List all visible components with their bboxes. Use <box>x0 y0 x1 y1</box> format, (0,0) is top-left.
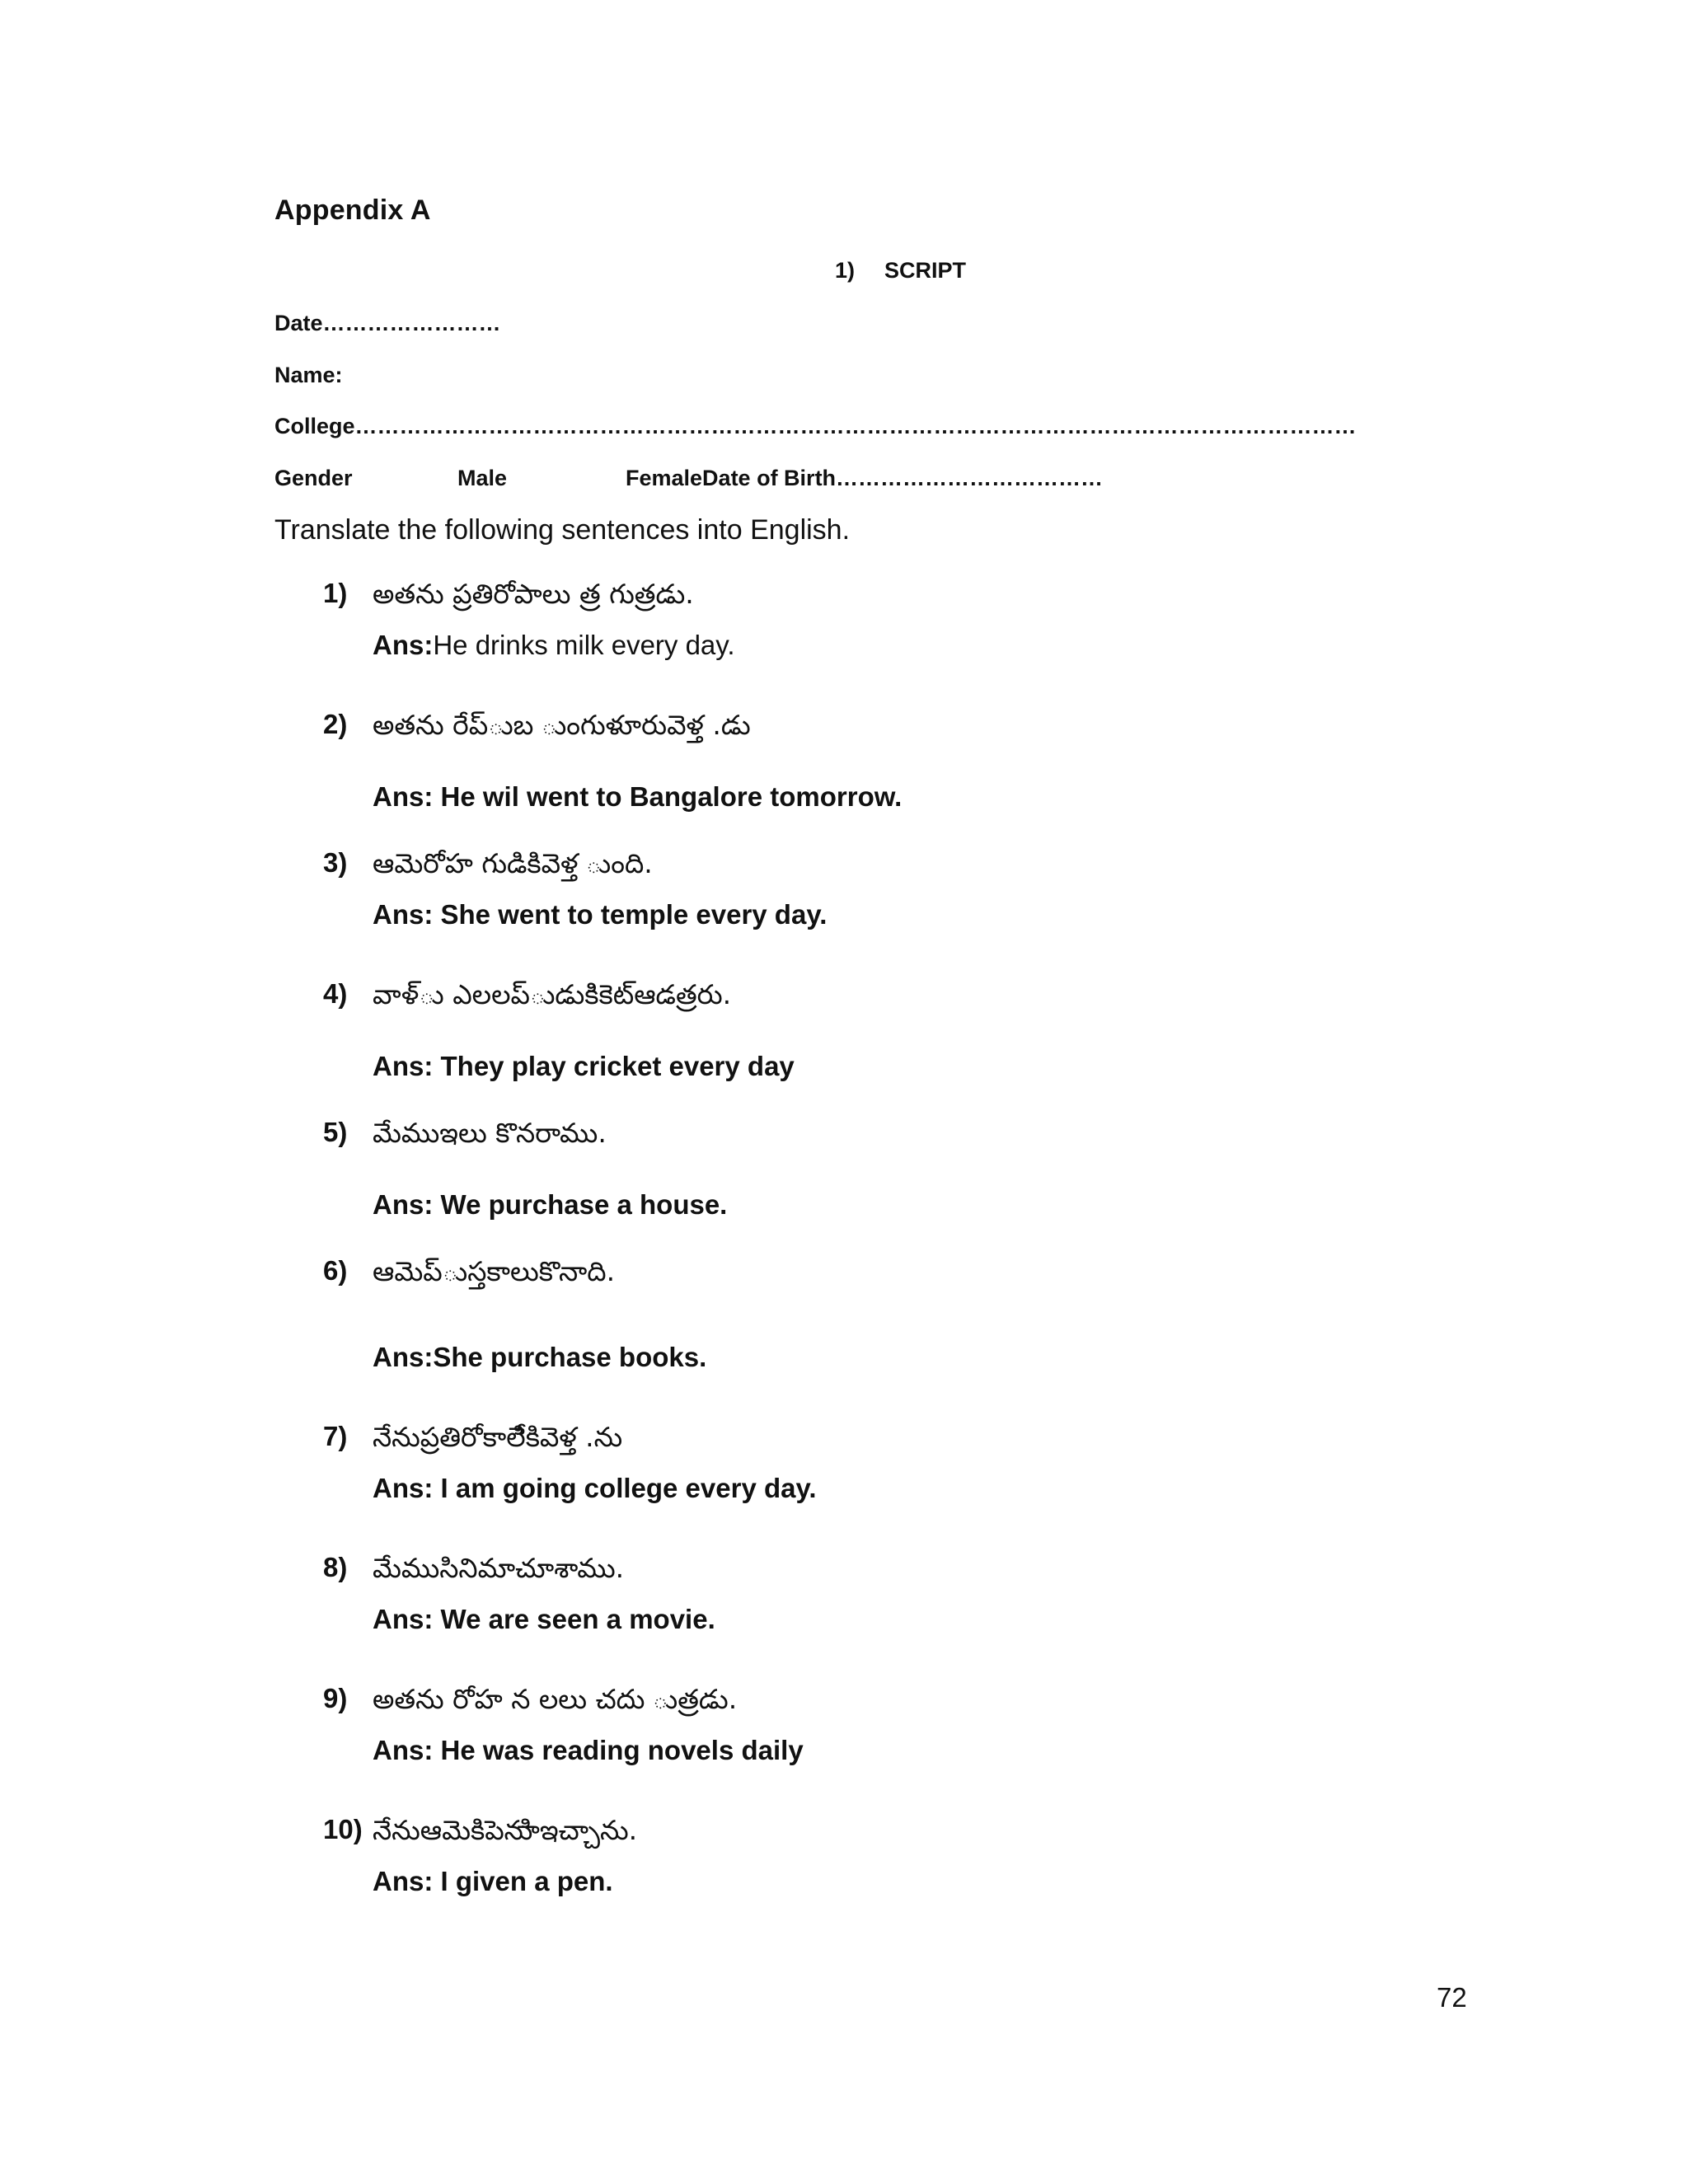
question-answer <box>373 1342 706 1373</box>
question-answer <box>373 899 827 930</box>
question-number: 10) <box>323 1814 363 1844</box>
name-field: Name: <box>274 363 343 387</box>
question-number: 1) <box>323 578 348 608</box>
question-telugu: నేనుఆమెకిపెనుిాఇచ్చాను. <box>373 1814 638 1846</box>
question-number: 9) <box>323 1683 348 1713</box>
answer-label: Ans: <box>373 1866 434 1896</box>
answer-label: Ans: <box>373 1604 434 1634</box>
appendix-heading: Appendix A <box>274 194 431 226</box>
question-telugu: అతను రేప్ుబ ుంగుళూరువెళ్త .డు <box>373 709 751 741</box>
question-answer <box>373 1604 715 1635</box>
question-number: 5) <box>323 1117 348 1147</box>
question-telugu: వాళ్ు ఎలలప్ుడుకిికెట్ఆడత్రరు. <box>373 978 732 1010</box>
answer-text: He was reading novels daily <box>433 1735 804 1765</box>
question-answer <box>373 1189 727 1221</box>
instruction-text: Translate the following sentences into English. <box>274 514 851 546</box>
male-option: Male <box>457 466 508 490</box>
question-number: 4) <box>323 978 348 1009</box>
question-answer <box>373 630 735 661</box>
answer-text: They play cricket every day <box>433 1051 795 1081</box>
script-title-number: 1) <box>835 258 856 283</box>
question-answer <box>373 1473 817 1504</box>
question-telugu: మేముఇలు కొనరాము. <box>373 1117 607 1149</box>
question-number: 6) <box>323 1255 348 1286</box>
answer-label: Ans: <box>373 1735 434 1765</box>
page-number: 72 <box>1437 1982 1467 2013</box>
question-number: 7) <box>323 1421 348 1451</box>
question-telugu: అతను ప్రతిరోపాలు త్ర గుత్రడు. <box>373 578 694 610</box>
question-number: 3) <box>323 847 348 878</box>
question-telugu: నేనుప్రతిరోకాలేికివెళ్త .ను <box>373 1421 623 1453</box>
question-answer <box>373 1735 804 1766</box>
answer-text: I given a pen. <box>433 1866 613 1896</box>
answer-label: Ans: <box>373 781 434 812</box>
question-number: 2) <box>323 709 348 739</box>
question-number: 8) <box>323 1552 348 1582</box>
script-title-label: SCRIPT <box>884 258 967 283</box>
college-field: College……………………………………………………………………………………………………………………… <box>274 414 1357 438</box>
answer-label: Ans: <box>373 630 434 660</box>
answer-label: Ans: <box>373 899 434 930</box>
answer-text: We purchase a house. <box>433 1189 728 1220</box>
answer-text: She went to temple every day. <box>433 899 828 930</box>
gender-label: Gender <box>274 466 353 490</box>
answer-text: I am going college every day. <box>433 1473 817 1503</box>
question-telugu: ఆమెరోహ గుడికివెళ్త ుంది. <box>373 847 653 879</box>
answer-text: She purchase books. <box>433 1342 707 1372</box>
question-telugu: మేముసినిమాచూశాము. <box>373 1552 625 1584</box>
answer-label: Ans: <box>373 1189 434 1220</box>
answer-label: Ans: <box>373 1051 434 1081</box>
question-telugu: ఆమెప్ుస్తకాలుకొనాది. <box>373 1255 616 1287</box>
answer-label: Ans: <box>373 1473 434 1503</box>
question-answer <box>373 1051 795 1082</box>
female-dob-field: FemaleDate of Birth……………………………… <box>626 466 1104 490</box>
answer-text: He wil went to Bangalore tomorrow. <box>433 781 903 812</box>
question-answer <box>373 1866 613 1897</box>
answer-text: He drinks milk every day. <box>433 630 735 660</box>
date-field: Date…………………… <box>274 311 501 335</box>
answer-label: Ans: <box>373 1342 434 1372</box>
question-answer <box>373 781 902 813</box>
answer-text: We are seen a movie. <box>433 1604 715 1634</box>
question-telugu: అతను రోహ న లలు చదు ుత్రడు. <box>373 1683 738 1715</box>
